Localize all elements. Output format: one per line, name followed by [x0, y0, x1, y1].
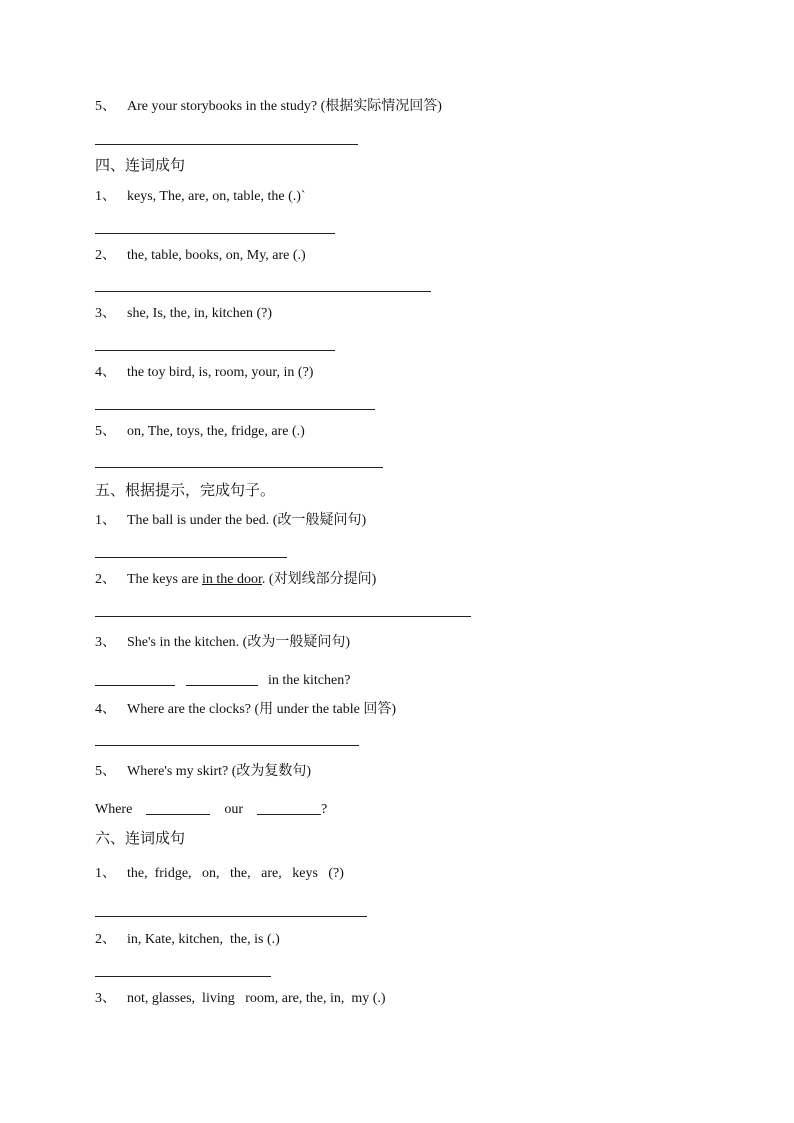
fill-in-answer-row [95, 672, 350, 690]
question-number: 1、 [95, 513, 116, 528]
question-text: Where are the clocks? (用 under the table 回答) [127, 702, 396, 717]
answer-word: ? [320, 802, 328, 817]
question-number: 5、 [95, 424, 116, 439]
answer-line [95, 976, 271, 977]
question-5 [95, 763, 311, 781]
question-text: the toy bird, is, room, your, in (?) [127, 365, 314, 380]
question-number: 1、 [95, 866, 116, 881]
question-4 [95, 364, 313, 382]
question-text: on, The, toys, the, fridge, are (.) [127, 424, 305, 439]
question-text: The ball is under the bed. (改一般疑问句) [127, 513, 367, 528]
question-3 [95, 990, 386, 1008]
section-title: 四、连词成句 [95, 156, 186, 174]
answer-word: Where [95, 802, 133, 817]
question-4 [95, 701, 396, 719]
answer-line [95, 467, 383, 468]
section-title: 五、根据提示，完成句子。 [95, 481, 276, 499]
blank[interactable] [257, 801, 321, 815]
section-title: 六、连词成句 [95, 829, 186, 847]
question-text-after: . (对划线部分提问) [261, 572, 377, 587]
question-number: 3、 [95, 635, 116, 650]
underlined-phrase: in the door [202, 572, 262, 587]
question-number: 3、 [95, 306, 116, 321]
question-3 [95, 634, 350, 652]
answer-line [95, 233, 335, 234]
question-text: not, glasses, living room, are, the, in, my (.) [127, 991, 386, 1006]
question-number: 2、 [95, 572, 116, 587]
answer-line [95, 916, 367, 917]
blank[interactable] [186, 672, 258, 686]
fill-in-answer-row [95, 801, 327, 819]
question-text: Where's my skirt? (改为复数句) [127, 764, 312, 779]
question-2 [95, 931, 280, 949]
question-number: 4、 [95, 702, 116, 717]
answer-line [95, 409, 375, 410]
question-1 [95, 865, 344, 883]
question-3 [95, 305, 272, 323]
question-number: 3、 [95, 991, 116, 1006]
question-text: She's in the kitchen. (改为一般疑问句) [127, 635, 350, 650]
answer-line [95, 557, 287, 558]
answer-line [95, 291, 431, 292]
answer-tail-text: in the kitchen? [268, 673, 351, 688]
blank[interactable] [95, 672, 175, 686]
question-2 [95, 247, 306, 265]
question-text: Are your storybooks in the study? (根据实际情况回答) [127, 99, 442, 114]
question-text: keys, The, are, on, table, the (.)` [127, 189, 306, 204]
question-2 [95, 571, 376, 589]
blank[interactable] [146, 801, 210, 815]
answer-word: our [224, 802, 243, 817]
question-5 [95, 423, 305, 441]
question-number: 1、 [95, 189, 116, 204]
question-text: in, Kate, kitchen, the, is (.) [127, 932, 280, 947]
answer-line [95, 144, 358, 145]
question-number: 4、 [95, 365, 116, 380]
question-text: she, Is, the, in, kitchen (?) [127, 306, 273, 321]
answer-line [95, 616, 471, 617]
question-number: 2、 [95, 248, 116, 263]
question-text-before: The keys are [127, 572, 203, 587]
question-number: 2、 [95, 932, 116, 947]
answer-line [95, 350, 335, 351]
question-number: 5、 [95, 99, 116, 114]
question-1 [95, 512, 366, 530]
question-5 [95, 98, 442, 116]
question-text: the, fridge, on, the, are, keys (?) [127, 866, 344, 881]
answer-line [95, 745, 359, 746]
question-text: the, table, books, on, My, are (.) [127, 248, 306, 263]
question-1 [95, 188, 306, 206]
question-number: 5、 [95, 764, 116, 779]
